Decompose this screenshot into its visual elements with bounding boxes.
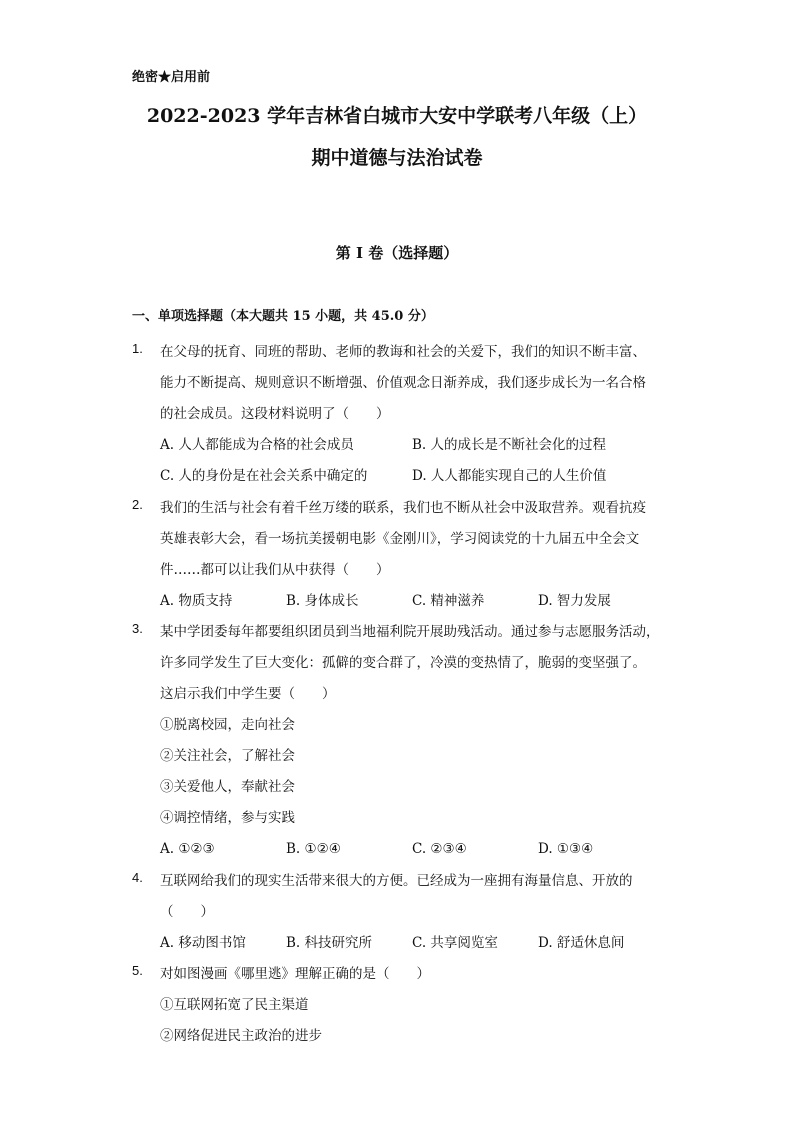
stem-line: 互联网给我们的现实生活带来很大的方便。已经成为一座拥有海量信息、开放的 [160,873,633,889]
option-b[interactable]: B. 身体成长 [286,593,359,609]
option-d[interactable]: D. ①③④ [538,841,594,857]
exam-subtitle: 期中道德与法治试卷 [311,147,483,169]
question-stem [160,959,672,990]
option-a[interactable]: A. 人人都能成为合格的社会成员 [160,437,354,453]
question-stem [160,493,672,586]
statement-item: ③关爱他人，奉献社会 [160,779,295,795]
options [160,430,672,492]
option-c[interactable]: C. ②③④ [412,841,467,857]
question-stem [160,617,672,710]
question-number: 5. [132,963,143,978]
question-5 [132,959,672,1052]
options [160,586,672,617]
statement-list [160,710,672,834]
option-c[interactable]: C. 人的身份是在社会关系中确定的 [160,468,368,484]
option-d[interactable]: D. 人人都能实现自己的人生价值 [412,468,607,484]
statement-list [160,990,672,1052]
section-title: 第 I 卷（选择题） [335,244,459,262]
question-1 [132,337,672,492]
stem-line: 这启示我们中学生要（ ） [160,686,336,702]
option-d[interactable]: D. 舒适休息间 [538,935,625,951]
stem-line: 某中学团委每年都要组织团员到当地福利院开展助残活动。通过参与志愿服务活动， [160,624,660,640]
stem-line: 在父母的抚育、同班的帮助、老师的教诲和社会的关爱下，我们的知识不断丰富、 [160,344,646,360]
stem-line: 的社会成员。这段材料说明了（ ） [160,406,390,422]
part-header: 一、单项选择题（本大题共 15 小题，共 45.0 分） [132,309,434,324]
stem-line: 我们的生活与社会有着千丝万缕的联系，我们也不断从社会中汲取营养。观看抗疫 [160,500,646,516]
statement-item: ①脱离校园，走向社会 [160,717,295,733]
statement-item: ②网络促进民主政治的进步 [160,1028,322,1044]
question-stem [160,866,672,928]
options [160,834,672,865]
option-b[interactable]: B. ①②④ [286,841,341,857]
option-a[interactable]: A. 物质支持 [160,593,233,609]
options [160,928,672,959]
option-c[interactable]: C. 共享阅览室 [412,935,498,951]
stem-line: （ ） [160,904,214,920]
question-2 [132,493,672,617]
stem-line: 英雄表彰大会，看一场抗美援朝电影《金刚川》，学习阅读党的十九届五中全会文 [160,531,640,547]
statement-item: ①互联网拓宽了民主渠道 [160,997,309,1013]
question-number: 1. [132,341,143,356]
question-number: 4. [132,870,143,885]
stem-line: 对如图漫画《哪里逃》理解正确的是（ ） [160,966,430,982]
question-number: 2. [132,497,143,512]
option-a[interactable]: A. ①②③ [160,841,215,857]
question-stem [160,337,672,430]
stem-line: 件……都可以让我们从中获得（ ） [160,562,390,578]
statement-item: ④调控情绪，参与实践 [160,810,295,826]
option-b[interactable]: B. 人的成长是不断社会化的过程 [412,437,607,453]
option-b[interactable]: B. 科技研究所 [286,935,373,951]
statement-item: ②关注社会，了解社会 [160,748,295,764]
question-3 [132,617,672,865]
question-4 [132,866,672,959]
stem-line: 许多同学发生了巨大变化：孤僻的变合群了，冷漠的变热情了，脆弱的变坚强了。 [160,655,646,671]
secret-label: 绝密★启用前 [132,70,211,85]
stem-line: 能力不断提高、规则意识不断增强、价值观念日渐养成，我们逐步成长为一名合格 [160,375,646,391]
exam-title: 2022-2023 学年吉林省白城市大安中学联考八年级（上） [146,105,648,127]
option-c[interactable]: C. 精神滋养 [412,593,485,609]
option-d[interactable]: D. 智力发展 [538,593,611,609]
question-number: 3. [132,621,143,636]
option-a[interactable]: A. 移动图书馆 [160,935,246,951]
